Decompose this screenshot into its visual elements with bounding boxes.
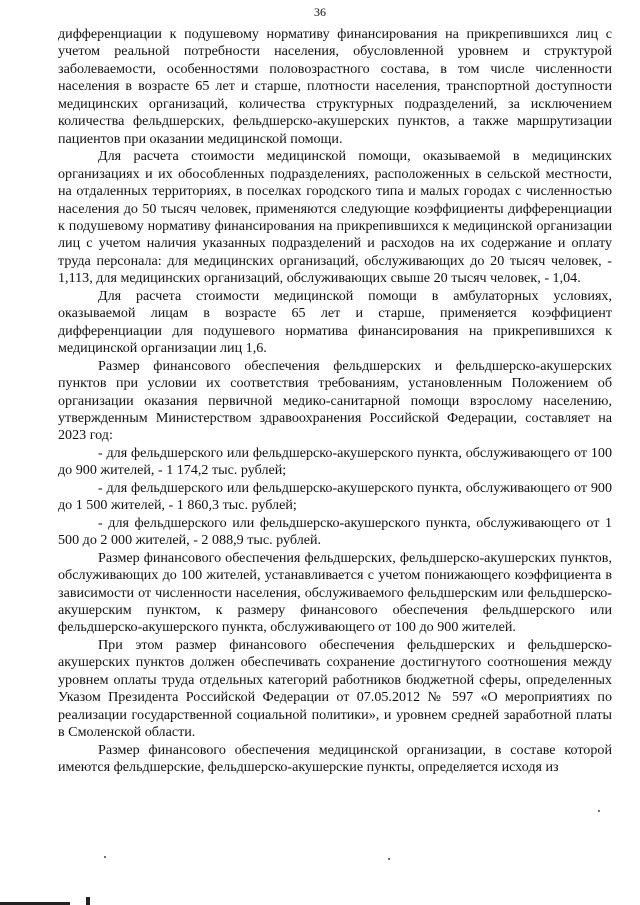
paragraph-5: Размер финансового обеспечения фельдшерских, фельдшерско-акушерских пунктов, обслуживающих до 100 жителей, устанавливается с учетом понижающего коэффициента в зависимости от численности населения, обслуживаемого фельдшерским или фельдшерско-акушерским пунктом, к размеру финансового обеспечения фельдшерского или фельдшерско-акушерского пункта, обслуживающего от 100 до 900 жителей. (58, 549, 612, 636)
scan-speck (104, 856, 106, 858)
document-body (58, 26, 612, 776)
page-number: 36 (314, 5, 326, 19)
scan-edge-mark (86, 897, 90, 905)
paragraph-1: дифференциации к подушевому нормативу финансирования на прикрепившихся лиц с учетом реальной потребности населения, обусловленной уровнем и структурой заболеваемости, особенностями половозрастного состава, в том числе численности населения в возрасте 65 лет и старше, плотности населения, транспортной доступности медицинских организаций, количества структурных подразделений, за исключением количества фельдшерских, фельдшерско-акушерских пунктов, а также маршрутизации пациентов при оказании медицинской помощи. (58, 26, 612, 147)
list-item-2: - для фельдшерского или фельдшерско-акушерского пункта, обслуживающего от 900 до 1 500 жителей, - 1 860,3 тыс. рублей; (58, 479, 612, 514)
list-item-3: - для фельдшерского или фельдшерско-акушерского пункта, обслуживающего от 1 500 до 2 000 жителей, - 2 088,9 тыс. рублей. (58, 514, 612, 549)
scan-speck (388, 858, 390, 860)
list-item-1: - для фельдшерского или фельдшерско-акушерского пункта, обслуживающего от 100 до 900 жителей, - 1 174,2 тыс. рублей; (58, 444, 612, 479)
paragraph-4: Размер финансового обеспечения фельдшерских и фельдшерско-акушерских пунктов при условии их соответствия требованиям, установленным Положением об организации оказания первичной медико-санитарной помощи взрослому населению, утвержденным Министерством здравоохранения Российской Федерации, составляет на 2023 год: (58, 357, 612, 444)
scan-speck (598, 810, 600, 812)
paragraph-6: При этом размер финансового обеспечения фельдшерских и фельдшерско-акушерских пунктов должен обеспечивать сохранение достигнутого соотношения между уровнем оплаты труда отдельных категорий работников бюджетной сферы, определенных Указом Президента Российской Федерации от 07.05.2012 № 597 «О мероприятиях по реализации государственной социальной политики», и уровнем средней заработной платы в Смоленской области. (58, 636, 612, 741)
paragraph-3: Для расчета стоимости медицинской помощи в амбулаторных условиях, оказываемой лицам в возрасте 65 лет и старше, применяется коэффициент дифференциации для подушевого норматива финансирования на прикрепившихся к медицинской организации лиц 1,6. (58, 287, 612, 357)
paragraph-7: Размер финансового обеспечения медицинской организации, в составе которой имеются фельдшерские, фельдшерско-акушерские пункты, определяется исходя из (58, 741, 612, 776)
paragraph-2: Для расчета стоимости медицинской помощи, оказываемой в медицинских организациях и их обособленных подразделениях, расположенных в сельской местности, на отдаленных территориях, в поселках городского типа и малых городах с численностью населения до 50 тысяч человек, применяются следующие коэффициенты дифференциации к подушевому нормативу финансирования на прикрепившихся к медицинской организации лиц с учетом наличия указанных подразделений и расходов на их содержание и оплату труда персонала: для медицинских организаций, обслуживающих до 20 тысяч человек, - 1,113, для медицинских организаций, обслуживающих свыше 20 тысяч человек, - 1,04. (58, 148, 612, 287)
